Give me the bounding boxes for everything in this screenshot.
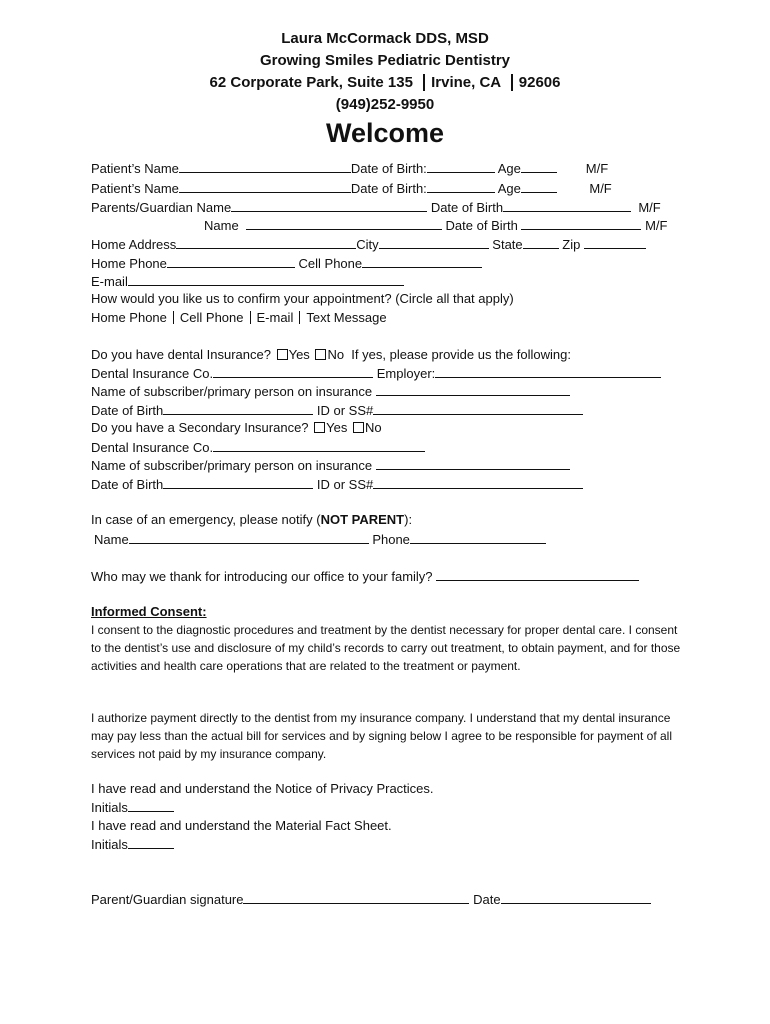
home-address-label: Home Address — [91, 237, 177, 252]
patient-1-dob-field[interactable] — [427, 160, 495, 173]
guardian-2-row — [204, 217, 667, 234]
referral-field[interactable] — [436, 568, 639, 581]
yes-label: Yes — [326, 420, 348, 435]
no-checkbox[interactable] — [315, 349, 326, 360]
home-phone-label: Home Phone — [91, 256, 167, 271]
secondary-no-checkbox[interactable] — [353, 422, 364, 433]
material-statement: I have read and understand the Material Fact Sheet. — [91, 818, 392, 833]
dental-insurance-question-row — [91, 347, 571, 363]
home-phone-field[interactable] — [167, 255, 295, 268]
privacy-initials-row — [91, 799, 174, 816]
secondary-id-field[interactable] — [373, 476, 583, 489]
emergency-phone-field[interactable] — [410, 531, 546, 544]
signature-date-field[interactable] — [501, 891, 651, 904]
subscriber-field[interactable] — [376, 383, 570, 396]
patient-1-row — [91, 160, 608, 177]
referral-row — [91, 568, 639, 585]
dob-label: Date of Birth — [91, 403, 164, 418]
address-zip: 92606 — [518, 74, 561, 91]
guardian-2-name-field[interactable] — [246, 217, 442, 230]
date-label: Date — [473, 892, 501, 907]
state-label: State — [492, 237, 523, 252]
cell-phone-label: Cell Phone — [298, 256, 363, 271]
dental-ins-co-label: Dental Insurance Co. — [91, 366, 214, 381]
confirm-question: How would you like us to confirm your appointment? (Circle all that apply) — [91, 291, 514, 306]
secondary-dob-row — [91, 476, 583, 493]
signature-row — [91, 891, 651, 908]
patients-name-label: Patient’s Name — [91, 181, 179, 196]
doctor-name: Laura McCormack DDS, MSD — [281, 30, 489, 47]
material-initials-field[interactable] — [128, 836, 174, 849]
email-label: E-mail — [91, 274, 128, 289]
mf-label: M/F — [645, 218, 668, 233]
referral-label: Who may we thank for introducing our office to your family? — [91, 569, 433, 584]
emergency-suffix: ): — [404, 512, 413, 527]
practice-name: Growing Smiles Pediatric Dentistry — [259, 52, 511, 69]
patients-name-label: Patient’s Name — [91, 161, 179, 176]
address-street: 62 Corporate Park, Suite 135 — [209, 74, 413, 91]
subscriber-row — [91, 383, 570, 400]
secondary-ins-co-row — [91, 439, 425, 456]
dental-insurance-row — [91, 365, 661, 382]
secondary-subscriber-field[interactable] — [376, 457, 570, 470]
patient-2-row — [91, 180, 612, 197]
phone-row — [91, 255, 482, 272]
dob-label: Date of Birth: — [350, 161, 427, 176]
confirm-option-text-message[interactable]: Text Message — [306, 310, 387, 325]
consent-heading: Informed Consent: — [91, 604, 207, 619]
emergency-prefix: In case of an emergency, please notify ( — [91, 512, 321, 527]
name-label: Name — [94, 532, 129, 547]
consent-paragraph-2: I authorize payment directly to the dentist from my insurance company. I understand that my dental insurance may pay less than the actual bill for services and by signing below I agree to be responsible for payment of all services not paid by my insurance company. — [91, 711, 672, 761]
subscriber-label: Name of subscriber/primary person on insurance — [91, 458, 373, 473]
email-row — [91, 273, 404, 290]
secondary-question-row — [91, 420, 382, 436]
zip-field[interactable] — [584, 236, 646, 249]
city-field[interactable] — [379, 236, 489, 249]
patient-1-name-field[interactable] — [179, 160, 351, 173]
patient-2-age-field[interactable] — [521, 180, 557, 193]
cell-phone-field[interactable] — [362, 255, 482, 268]
state-field[interactable] — [523, 236, 559, 249]
mf-label: M/F — [638, 200, 661, 215]
secondary-yes-checkbox[interactable] — [314, 422, 325, 433]
material-initials-row — [91, 836, 174, 853]
no-label: No — [365, 420, 382, 435]
id-ss-label: ID or SS# — [316, 403, 374, 418]
confirm-option-cell-phone[interactable]: Cell Phone — [179, 310, 244, 325]
guardian-dob-field[interactable] — [503, 199, 631, 212]
guardian-2-dob-field[interactable] — [521, 217, 641, 230]
subscriber-dob-field[interactable] — [163, 402, 313, 415]
privacy-statement: I have read and understand the Notice of Privacy Practices. — [91, 781, 434, 796]
employer-field[interactable] — [435, 365, 661, 378]
employer-label: Employer: — [376, 366, 436, 381]
guardian-name-label: Parents/Guardian Name — [91, 200, 232, 215]
dental-insurance-question: Do you have dental Insurance? — [91, 347, 271, 362]
city-label: City — [356, 237, 379, 252]
address-row — [91, 236, 646, 253]
emergency-name-field[interactable] — [129, 531, 369, 544]
patient-2-name-field[interactable] — [179, 180, 351, 193]
dental-ins-co-label: Dental Insurance Co. — [91, 440, 214, 455]
guardian-name-field[interactable] — [231, 199, 427, 212]
subscriber-label: Name of subscriber/primary person on insurance — [91, 384, 373, 399]
signature-label: Parent/Guardian signature — [91, 892, 244, 907]
if-yes-text: If yes, please provide us the following: — [351, 347, 571, 362]
initials-label: Initials — [91, 837, 128, 852]
emergency-question — [91, 512, 412, 528]
home-address-field[interactable] — [176, 236, 356, 249]
signature-field[interactable] — [243, 891, 469, 904]
dob-label: Date of Birth — [430, 200, 504, 215]
secondary-subscriber-row — [91, 457, 570, 474]
age-label: Age — [497, 161, 521, 176]
practice-phone: (949)252-9950 — [335, 96, 435, 113]
secondary-ins-co-field[interactable] — [213, 439, 425, 452]
confirm-option-home-phone[interactable]: Home Phone — [91, 310, 167, 325]
guardian-row — [91, 199, 661, 216]
patient-1-age-field[interactable] — [521, 160, 557, 173]
address-city: Irvine, CA — [431, 74, 501, 91]
phone-label: Phone — [372, 532, 410, 547]
dob-label: Date of Birth — [91, 477, 164, 492]
secondary-question: Do you have a Secondary Insurance? — [91, 420, 309, 435]
patient-2-dob-field[interactable] — [427, 180, 495, 193]
confirm-options — [91, 310, 387, 326]
dob-label: Date of Birth — [445, 218, 518, 233]
emergency-bold: NOT PARENT — [320, 512, 405, 527]
id-ss-label: ID or SS# — [316, 477, 374, 492]
mf-label: M/F — [585, 161, 609, 176]
initials-label: Initials — [91, 800, 128, 815]
age-label: Age — [497, 181, 521, 196]
confirm-option-email[interactable]: E-mail — [256, 310, 294, 325]
email-field[interactable] — [128, 273, 404, 286]
mf-label: M/F — [589, 181, 612, 196]
no-label: No — [327, 347, 345, 362]
secondary-dob-field[interactable] — [163, 476, 313, 489]
page-title: Welcome — [325, 118, 445, 148]
name-label: Name — [204, 218, 239, 233]
dental-ins-co-field[interactable] — [213, 365, 373, 378]
dob-label: Date of Birth: — [350, 181, 427, 196]
subscriber-id-field[interactable] — [373, 402, 583, 415]
consent-paragraph-1: I consent to the diagnostic procedures and treatment by the dentist necessary for proper dental care. I consent to the dentist’s use and disclosure of my child’s records to carry out treatment, to obtain payment, and for those activities and health care operations that are related to the treatment or payment. — [91, 623, 681, 673]
privacy-initials-field[interactable] — [128, 799, 174, 812]
yes-checkbox[interactable] — [277, 349, 288, 360]
practice-address — [0, 74, 770, 91]
yes-label: Yes — [288, 347, 310, 362]
insurance-dob-row — [91, 402, 583, 419]
zip-label: Zip — [562, 237, 581, 252]
emergency-row — [94, 531, 546, 548]
